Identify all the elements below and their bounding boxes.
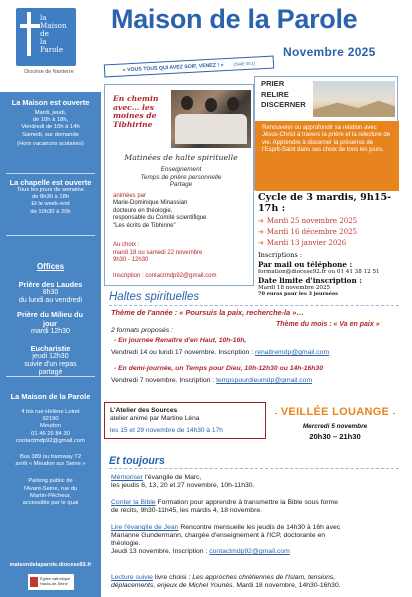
sidebar-info-panel xyxy=(0,92,101,597)
photo-figure xyxy=(205,98,217,112)
parking-line: Martin-Pêcheur, xyxy=(30,492,71,499)
maison-hours-title: La Maison est ouverte xyxy=(11,98,90,107)
activity-memoriser xyxy=(111,474,403,490)
inscription-label: Inscription : xyxy=(179,377,215,384)
date-line: Au choix : xyxy=(113,242,140,248)
landscape-shape xyxy=(313,99,395,117)
office-detail: mardi 12h30 xyxy=(31,328,70,335)
office-detail: 8h30 xyxy=(42,289,59,296)
pray-title-line: DISCERNER xyxy=(261,100,306,109)
veillee-hours: 20h30 – 21h30 xyxy=(309,432,361,441)
arrow-icon: ➜ xyxy=(258,239,264,247)
activity-date: Mardi 18 novembre, 14h30-16h30. xyxy=(236,582,341,589)
hours-line: (Hors vacances scolaires) xyxy=(17,140,84,147)
arrow-icon: ➜ xyxy=(258,217,264,225)
activity-text: livre choisi : xyxy=(154,574,191,581)
theme-month: Thème du mois : « Va en paix » xyxy=(276,321,380,328)
footer-logo-text xyxy=(40,576,70,586)
activity-text: Formation pour apprendre à transmettre la Bible sous forme xyxy=(157,499,339,506)
activity-conter xyxy=(111,499,403,515)
format-line: Temps de prière personnelle xyxy=(140,173,222,181)
eucharistie-title: Eucharistie xyxy=(30,344,71,353)
contact-block xyxy=(0,392,101,507)
pray-description: Renouveler ou approfondir sa relation avec Jésus-Christ à travers la prière et la relecture de vie. Apprendre à discerner la présence de l'Esprit-Saint dans ses choix de tous les jours. xyxy=(255,121,399,191)
theme-year: Thème de l'année : « Poursuis la paix, recherche-la »… xyxy=(111,308,304,317)
diocese-footer-logo xyxy=(28,574,74,590)
activity-lecture xyxy=(111,574,403,590)
maison-logo xyxy=(0,0,101,86)
laudes-title: Prière des Laudes xyxy=(18,280,83,289)
logo-word: Maison xyxy=(40,21,67,30)
retreat-speaker xyxy=(113,193,251,230)
speaker-line: animées par xyxy=(113,193,147,199)
format-1-dates: Vendredi 14 ou lundi 17 novembre. xyxy=(111,349,217,356)
contact-email[interactable]: contactmdp92@gmail.com xyxy=(16,437,85,444)
monks-photo xyxy=(171,90,251,148)
cycle-contact[interactable]: formation@diocese92.fr ou 01 41 38 12 51 xyxy=(258,269,380,275)
format-2-details xyxy=(111,377,312,385)
hours-line: de 8h30 à 18h xyxy=(31,194,70,201)
dashed-divider xyxy=(109,305,399,306)
pray-title-line: RELIRE xyxy=(261,89,289,99)
photo-figure xyxy=(181,96,193,110)
arrow-icon: ➜ xyxy=(258,228,264,236)
offices-block xyxy=(0,262,101,377)
activity-link[interactable]: Lire l'évangile de Jean xyxy=(111,524,179,531)
cycle-date xyxy=(258,217,404,225)
format-line: Partage xyxy=(169,181,193,189)
format-1-details xyxy=(111,349,329,357)
contact-title: La Maison de la Parole xyxy=(10,392,91,401)
address-line: 4 bis rue Hélène Loiret xyxy=(21,409,80,415)
hours-line: Tous les jours de semaine xyxy=(16,187,85,193)
website-link[interactable]: maisondelaparole.diocese92.fr xyxy=(9,562,92,568)
banner-quote: « VOUS TOUS QUI AVEZ SOIF, VENEZ ! » xyxy=(122,62,224,74)
atelier-subtitle: atelier animé par Martine Léna xyxy=(110,414,200,422)
dashed-divider xyxy=(109,468,399,469)
cross-icon-bar xyxy=(20,24,40,28)
retreat-inscription[interactable]: Inscription : contactmdp92@gmail.com xyxy=(113,273,217,279)
speaker-line: docteure en théologie, xyxy=(113,207,173,214)
footer-logo-line: Hauts-de-Seine xyxy=(40,581,68,586)
retreat-poster-title: En chemin avec… les moines de Tibhirine xyxy=(113,94,159,129)
cross-icon xyxy=(27,12,31,56)
pray-title-line: PRIER xyxy=(261,79,285,88)
cycle-date-text: Mardi 16 décembre 2025 xyxy=(266,228,357,236)
transport-line: Bus 389 ou tramway T2 xyxy=(19,454,82,461)
church-logo-icon xyxy=(30,577,38,587)
atelier-panel xyxy=(104,402,266,439)
chapelle-block xyxy=(0,178,101,216)
month-label: Novembre 2025 xyxy=(283,45,376,59)
divider xyxy=(6,235,95,236)
hours-line: de 10h30 à 20h xyxy=(30,208,71,215)
date-line: mardi 18 ou samedi 22 novembre xyxy=(113,249,203,256)
office-detail: jeudi 12h30 xyxy=(32,353,69,360)
formats-label: 2 formats proposés : xyxy=(111,327,173,334)
pilgrims-photo xyxy=(313,81,395,117)
retreat-format xyxy=(117,166,245,189)
format-line: Enseignement xyxy=(160,166,202,173)
inscription-label: Inscription : xyxy=(172,548,208,555)
format-2-email-link[interactable]: tempspourdieumdp@gmail.com xyxy=(216,377,313,384)
cycle-date xyxy=(258,239,404,247)
deadline-label: Date limite d'inscription : xyxy=(258,276,362,285)
speaker-line: Marie-Dominique Minassian xyxy=(113,200,188,207)
hours-line: Mardi, jeudi, xyxy=(34,110,67,116)
logo-word: la xyxy=(40,37,47,46)
logo-word: de xyxy=(40,29,49,38)
pray-title xyxy=(261,79,306,111)
cycle-date-text: Mardi 25 novembre 2025 xyxy=(266,217,358,225)
section-title-toujours: Et toujours xyxy=(109,455,165,467)
hours-line: de 10h à 18h, xyxy=(32,117,69,124)
divider xyxy=(6,376,95,377)
activity-text: Marianne Gundermann, chargée d'enseignement à l'ICP, doctorante en xyxy=(111,532,326,539)
inscriptions-label: Inscriptions : xyxy=(258,251,303,259)
speaker-line: "Les écrits de Tibhirine" xyxy=(113,222,176,229)
cycle-date-text: Mardi 13 janvier 2026 xyxy=(266,239,347,247)
cycle-title: Cycle de 3 mardis, 9h15-17h : xyxy=(258,192,392,214)
footer-logo-line: Église catholique xyxy=(40,576,71,581)
parking-line: accessible par le quai xyxy=(22,500,79,507)
date-line: 9h30 - 12h30 xyxy=(113,257,149,264)
retreat-dates xyxy=(113,242,251,265)
speaker-line: responsable du Comité scientifique xyxy=(113,215,207,222)
logo-word: la xyxy=(40,13,47,22)
office-detail: partagé xyxy=(38,369,63,376)
deadline-date: Mardi 18 novembre 2025 xyxy=(258,285,331,291)
hours-line: Vendredi de 10h à 14h xyxy=(21,124,80,131)
activity-lire-jean xyxy=(111,524,403,556)
cycle-date xyxy=(258,228,404,236)
atelier-dates: les 15 et 29 novembre de 14h30 à 17h xyxy=(110,426,223,434)
activity-date: Jeudi 13 novembre. xyxy=(111,548,171,555)
atelier-title: L'Atelier des Sources xyxy=(110,407,178,414)
chapelle-title: La chapelle est ouverte xyxy=(9,178,92,187)
cycle-block xyxy=(258,188,404,297)
maison-hours-block xyxy=(0,98,101,148)
parking-line: Parking public de xyxy=(28,478,73,485)
phone: 01 46 26 84 30 xyxy=(31,430,70,437)
veillee-panel xyxy=(273,403,397,445)
format-2: - En demi-journée, un Temps pour Dieu, 10h-12h30 ou 14h-16h30 xyxy=(114,365,323,372)
price: 70 euros pour les 3 journées xyxy=(258,291,338,297)
activity-link[interactable]: Lecture suivie xyxy=(111,574,153,581)
milieu-title: Prière du Milieu du jour xyxy=(16,310,84,328)
activity-link[interactable]: Conter la Bible xyxy=(111,499,156,506)
transport-line: arrêt « Meudon sur Seine » xyxy=(15,461,86,468)
divider xyxy=(6,173,95,174)
page-title: Maison de la Parole xyxy=(111,4,358,34)
activity-text: de récits, 9h30-11h45, les mardis 4, 18 novembre. xyxy=(111,507,262,514)
photo-figures xyxy=(175,114,247,144)
office-detail: suivie d'un repas xyxy=(24,361,77,368)
diocese-label: Diocèse de Nanterre xyxy=(24,69,74,75)
veillee-title-text: VEILLÉE LOUANGE xyxy=(277,406,393,418)
logo-text xyxy=(40,14,74,54)
quote-banner xyxy=(104,56,274,78)
banner-reference: (ISAIE 55,1) xyxy=(233,60,256,67)
contact-label: Par mail ou téléphone : xyxy=(258,260,353,269)
activity-text: les jeudis 6, 13, 20 et 27 novembre, 10h-11h30. xyxy=(111,482,255,489)
book-title: Les approches chrétiennes de l'Islam, tensions, xyxy=(192,574,336,581)
section-title-haltes: Haltes spirituelles xyxy=(109,291,200,303)
logo-word: Parole xyxy=(40,45,64,54)
activity-email-link[interactable]: contactmdp92@gmail.com xyxy=(209,548,290,555)
veillee-title xyxy=(273,406,397,418)
sidebar xyxy=(0,0,101,597)
photo-figure xyxy=(227,97,239,111)
book-title: déplacements, enjeux de Michel Younès. xyxy=(111,582,235,589)
address-line: Meudon xyxy=(40,423,61,430)
parking-line: l'Avant-Seine, rue du xyxy=(23,485,78,492)
activity-text: théologie. xyxy=(111,540,141,547)
hours-line: Samedi, sur demande xyxy=(22,131,79,138)
activity-text: Rencontre mensuelle les jeudis de 14h30 à 16h avec xyxy=(180,524,341,531)
pray-discern-panel xyxy=(254,76,398,190)
activity-link[interactable]: Mémoriser xyxy=(111,474,144,481)
office-detail: du lundi au vendredi xyxy=(18,297,83,304)
format-1-email-link[interactable]: renaitremdp@gmail.com xyxy=(254,349,330,356)
retreat-subtitle: Matinées de halte spirituelle xyxy=(124,153,238,162)
retreat-panel xyxy=(104,84,254,286)
inscription-label: Inscription : xyxy=(218,349,254,356)
activity-text: l'évangile de Marc, xyxy=(145,474,202,481)
veillee-date: Mercredi 5 novembre xyxy=(302,423,368,430)
format-2-dates: Vendredi 7 novembre. xyxy=(111,377,178,384)
hours-line: Et le week-end xyxy=(31,201,70,208)
address-line: 92190 xyxy=(42,416,59,423)
offices-title: Offices xyxy=(36,262,65,271)
format-1: - En journée Renaître d'en Haut, 10h-16h, xyxy=(114,337,247,344)
